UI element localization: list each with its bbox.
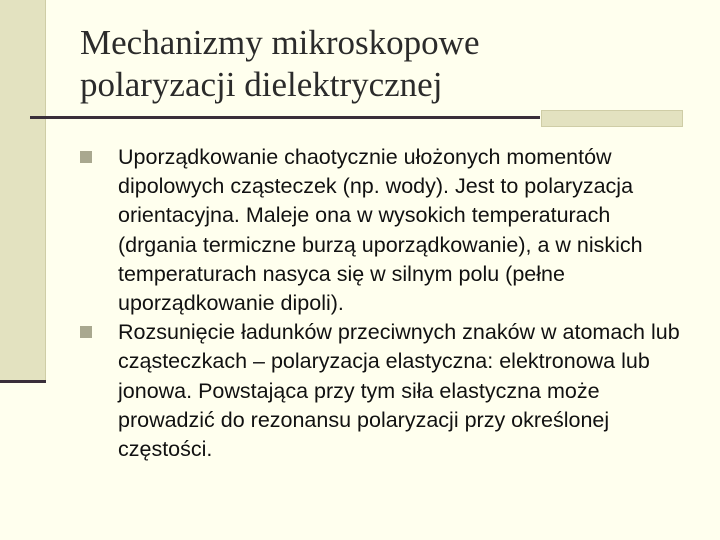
bullet-text: Rozsunięcie ładunków przeciwnych znaków w atomach lub cząsteczkach – polaryzacja elastyczna: elektronowa lub jonowa. Powstająca przy tym siła elastyczna może prowadzić do rezonansu polaryzacji przy określonej częstości. [118, 320, 680, 462]
title-accent-box [541, 110, 683, 127]
square-bullet-icon [80, 151, 92, 163]
slide-title [80, 22, 680, 106]
slide-title-line-2: polaryzacji dielektrycznej [80, 65, 443, 104]
bullet-item-orientation [80, 143, 680, 318]
bullet-item-elastic [80, 318, 680, 464]
left-accent-rule [0, 380, 46, 383]
bullet-list [80, 143, 680, 464]
slide-title-line-1: Mechanizmy mikroskopowe [80, 23, 480, 62]
left-accent-bar [0, 0, 46, 380]
square-bullet-icon [80, 326, 92, 338]
bullet-text: Uporządkowanie chaotycznie ułożonych momentów dipolowych cząsteczek (np. wody). Jest to polaryzacja orientacyjna. Maleje ona w wysokich temperaturach (drgania termiczne burzą uporządkowanie), a w niskich temperaturach nasyca się w silnym polu (pełne uporządkowanie dipoli). [118, 145, 643, 316]
title-underline [30, 116, 540, 119]
